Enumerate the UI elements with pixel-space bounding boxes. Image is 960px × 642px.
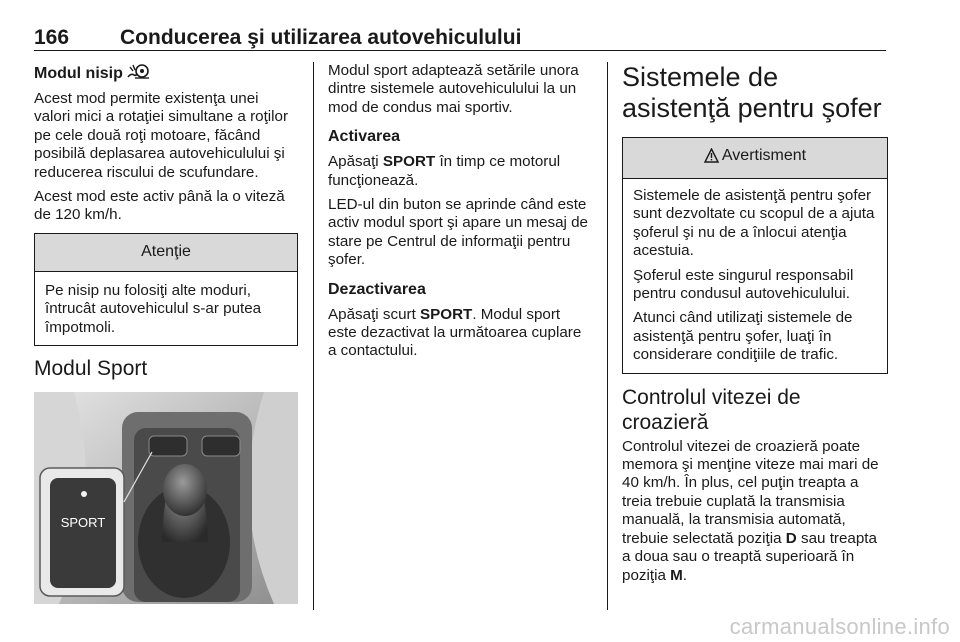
activation-text-pre: Apăsaţi [328,153,383,171]
attention-body: Pe nisip nu folosiţi alte moduri, întrucât autovehiculul s-ar putea împotmoli. [45,281,262,336]
activation-paragraph-2: LED-ul din buton se aprinde când este activ modul sport şi apare un mesaj de stare pe Centrul de informaţii pentru şofer. [328,196,589,269]
chapter-title: Conducerea şi utilizarea autovehiculului [120,26,522,49]
warning-box [622,137,888,374]
activation-text-post: în timp ce motorul funcţionează. [328,153,561,189]
warning-icon [704,148,719,169]
column-divider-1 [313,62,314,610]
sport-heading: Modul Sport [34,357,148,381]
header-rule [34,50,886,51]
cruise-paragraph [622,438,888,585]
attention-title: Atenţie [35,234,297,272]
cruise-title: Controlul vitezei de croazieră [622,385,801,434]
column-divider-2 [607,62,608,610]
column-3 [622,62,888,591]
warning-title: Avertisment [721,147,807,164]
warning-paragraph-1: Sistemele de asistenţă pentru şofer sunt dezvoltate cu scopul de a ajuta şoferul şi nu de a înlocui atenţia acestuia. [633,187,875,260]
column-1 [34,62,298,604]
sport-button-photo [34,392,298,604]
section-title: Sistemele de asistenţă pentru şofer [622,62,882,123]
page-number: 166 [34,26,70,49]
deactivation-text-post: . Modul sport este dezactivat la următoarea cuplare a contactului. [328,305,582,360]
activation-title: Activarea [328,128,401,146]
warning-paragraph-3: Atunci când utilizaţi sistemele de asistenţă pentru şofer, luaţi în considerare condiţiile de trafic. [633,309,853,364]
cruise-key-d: D [785,529,797,547]
watermark: carmanualsonline.info [729,614,950,639]
deactivation-text-pre: Apăsaţi scurt [328,305,421,323]
warning-heading [623,138,887,179]
photo-sport-label: SPORT [60,515,106,531]
cruise-text-pre: Controlul vitezei de croazieră poate memora şi menţine viteze mai mari de 40 km/h. În plus, cel puţin treapta a treia trebuie cuplată la transmisia manuală, la transmisia automată, trebuie selectată poziţia [622,437,879,547]
cruise-text-mid: sau treapta a doua sau o treaptă superioară în poziţia [622,529,877,584]
sand-mode-icon [127,62,151,86]
nisip-paragraph-2: Acest mod este activ până la o viteză de 120 km/h. [34,188,285,224]
column-2 [328,62,592,367]
deactivation-key: SPORT [420,305,473,323]
nisip-paragraph-1: Acest mod permite existenţa unei valori mici a rotaţiei simultane a roţilor pe cele două roţi motoare, făcând posibilă deplasarea autovehiculului şi reducerea riscului de scufundare. [34,90,289,181]
nisip-title: Modul nisip [34,65,123,82]
activation-paragraph [328,153,592,190]
sport-intro: Modul sport adaptează setările unora dintre sistemele autovehiculului la un mod de condus mai sportiv. [328,62,579,116]
cruise-text-post: . [682,566,688,584]
warning-paragraph-2: Şoferul este singurul responsabil pentru condusul autovehiculului. [633,266,854,303]
cruise-key-m: M [670,566,683,584]
nisip-heading [34,62,298,86]
attention-box [34,233,298,346]
activation-key: SPORT [382,153,436,171]
page-header [34,26,886,52]
deactivation-paragraph [328,306,592,361]
deactivation-title: Dezactivarea [328,280,426,298]
